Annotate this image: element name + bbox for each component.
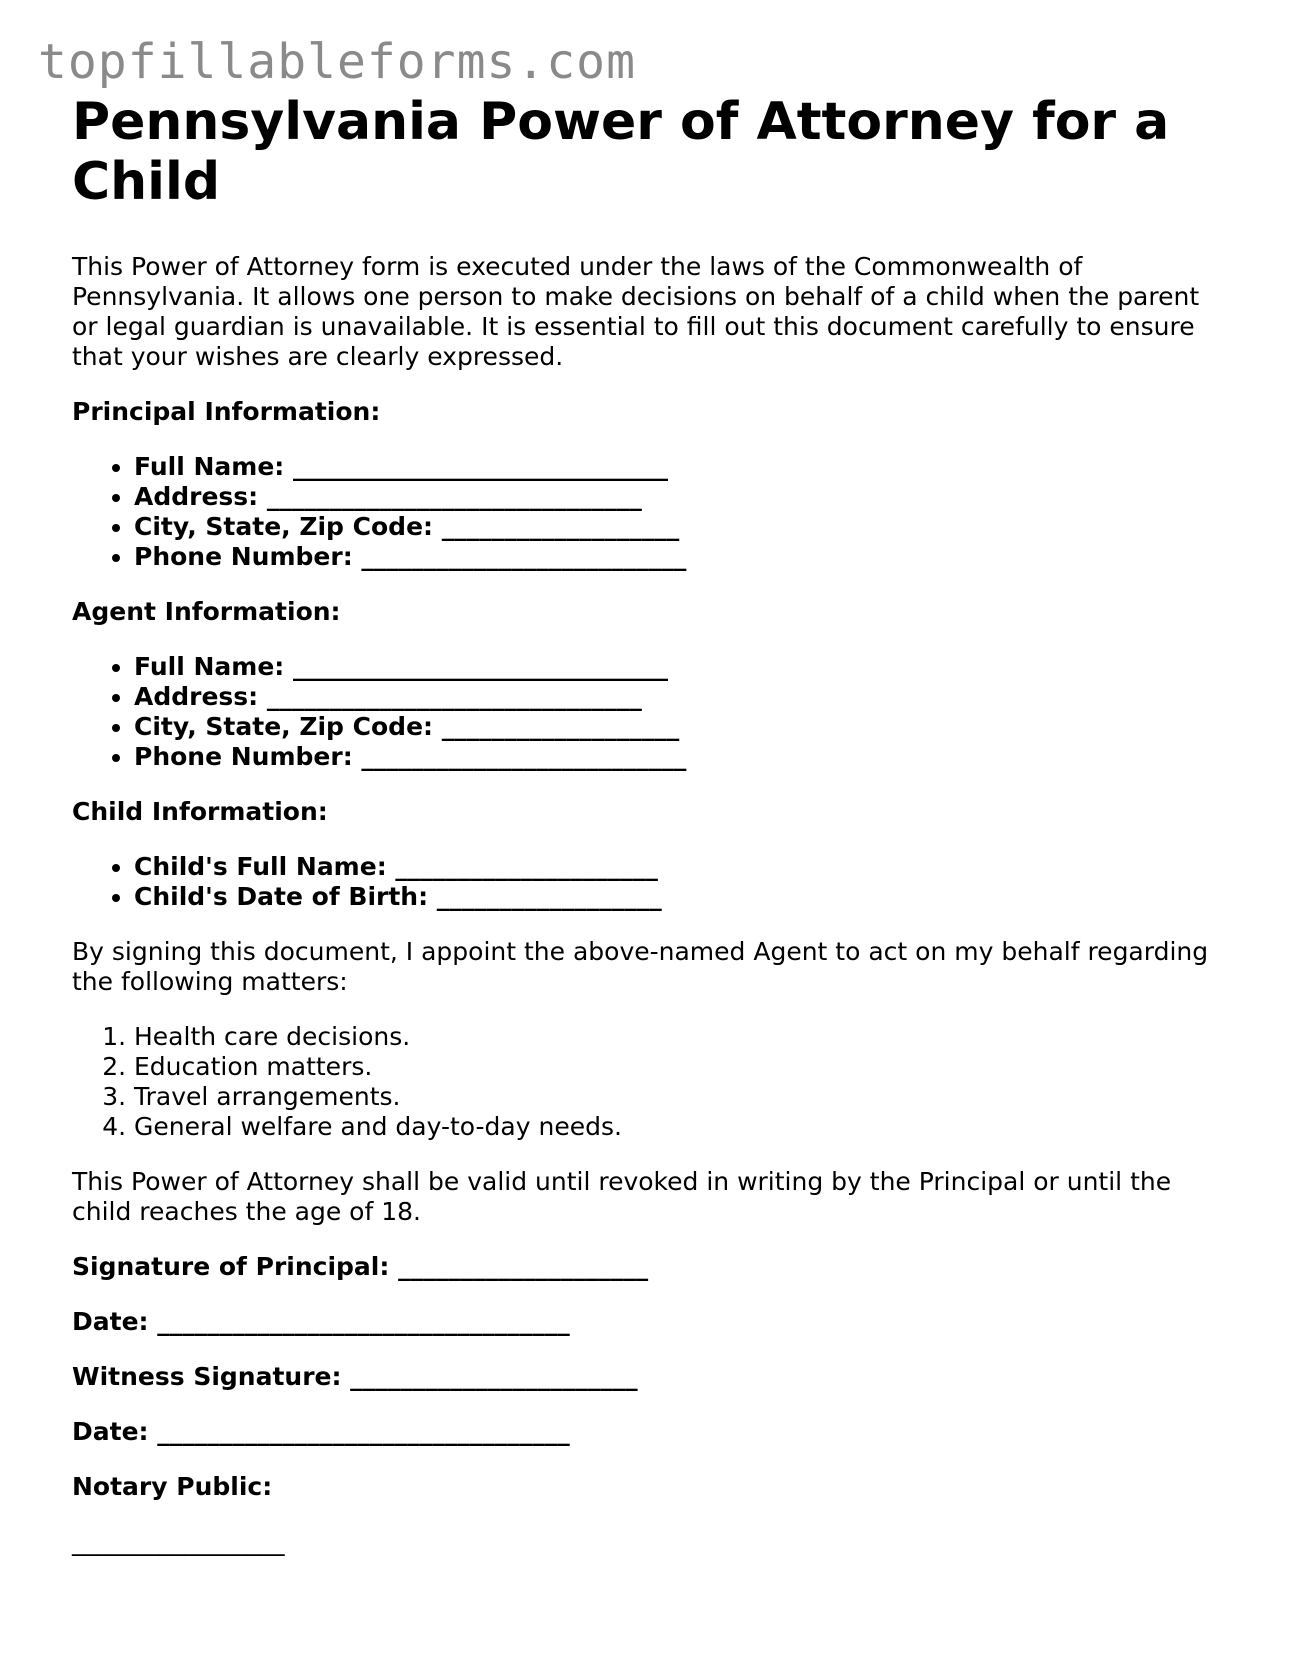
- principal-heading: Principal Information:: [72, 397, 381, 426]
- agent-full-name-field[interactable]: • Full Name: ______________________________: [134, 652, 1232, 682]
- child-dob-field[interactable]: • Child's Date of Birth: __________________: [134, 882, 1232, 912]
- principal-fields: [72, 452, 1232, 572]
- principal-date-field[interactable]: Date: _________________________________: [72, 1307, 570, 1336]
- matter-item: 1. Health care decisions.: [134, 1022, 1232, 1052]
- agent-address-field[interactable]: • Address: ______________________________: [134, 682, 1232, 712]
- witness-date-field[interactable]: Date: _________________________________: [72, 1417, 570, 1446]
- matter-item: 4. General welfare and day-to-day needs.: [134, 1112, 1232, 1142]
- principal-signature-field[interactable]: Signature of Principal: ____________________: [72, 1252, 649, 1281]
- principal-address-field[interactable]: • Address: ______________________________: [134, 482, 1232, 512]
- notary-signature-line[interactable]: _________________: [72, 1527, 285, 1556]
- principal-full-name-field[interactable]: • Full Name: ______________________________: [134, 452, 1232, 482]
- child-heading: Child Information:: [72, 797, 328, 826]
- agent-phone-field[interactable]: • Phone Number: __________________________: [134, 742, 1232, 772]
- principal-phone-field[interactable]: • Phone Number: __________________________: [134, 542, 1232, 572]
- witness-signature-field[interactable]: Witness Signature: _______________________: [72, 1362, 638, 1391]
- notary-heading: Notary Public:: [72, 1472, 273, 1501]
- matter-item: 2. Education matters.: [134, 1052, 1232, 1082]
- matter-item: 3. Travel arrangements.: [134, 1082, 1232, 1112]
- child-full-name-field[interactable]: • Child's Full Name: _____________________: [134, 852, 1232, 882]
- document-page: [72, 92, 1232, 1557]
- appointment-paragraph: By signing this document, I appoint the above-named Agent to act on my behalf regarding the following matters:: [72, 937, 1209, 996]
- child-fields: [72, 852, 1232, 912]
- agent-heading: Agent Information:: [72, 597, 341, 626]
- watermark: topfillableforms.com: [38, 34, 636, 90]
- agent-fields: [72, 652, 1232, 772]
- principal-city-state-zip-field[interactable]: • City, State, Zip Code: ___________________: [134, 512, 1232, 542]
- validity-paragraph: This Power of Attorney shall be valid until revoked in writing by the Principal or until the child reaches the age of 18.: [72, 1167, 1172, 1226]
- document-title: Pennsylvania Power of Attorney for a Child: [72, 92, 1170, 212]
- matters-list: [72, 1022, 1232, 1142]
- agent-city-state-zip-field[interactable]: • City, State, Zip Code: ___________________: [134, 712, 1232, 742]
- intro-paragraph: This Power of Attorney form is executed under the laws of the Commonwealth of Pennsylvania. It allows one person to make decisions on behalf of a child when the parent or legal guardian is unavailable. It is essential to fill out this document carefully to ensure that your wishes are clearly expressed.: [72, 252, 1200, 371]
